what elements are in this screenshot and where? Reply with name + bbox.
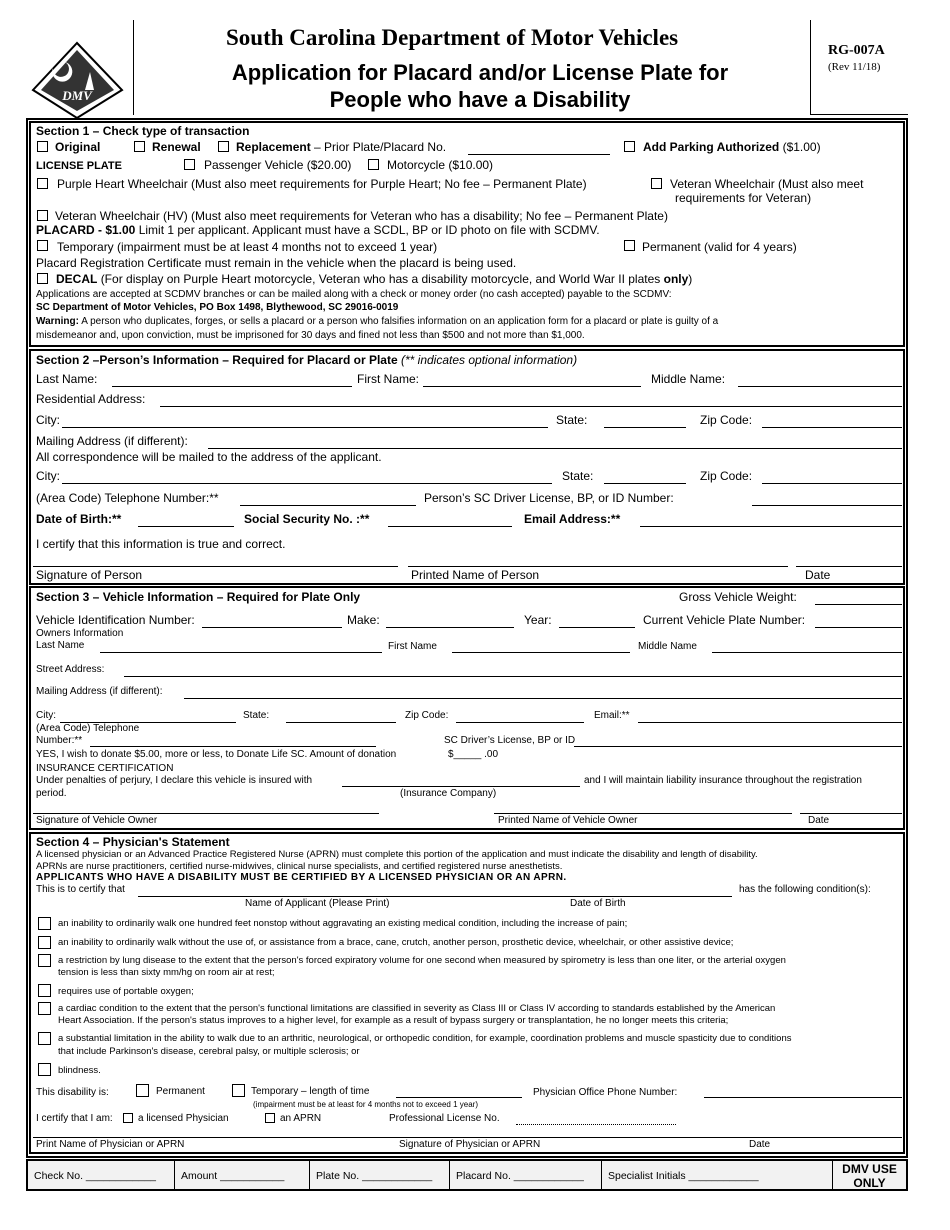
city2-label: City:	[36, 469, 60, 483]
street-address-field[interactable]	[124, 676, 902, 677]
zip2-field[interactable]	[762, 483, 902, 484]
state2-field[interactable]	[604, 483, 686, 484]
section-4-heading: Section 4 – Physician's Statement	[36, 835, 230, 849]
motorcycle-label: Motorcycle ($10.00)	[387, 158, 494, 172]
applicant-name-label: Name of Applicant (Please Print)	[245, 898, 390, 909]
condition-7-checkbox[interactable]	[38, 1063, 51, 1076]
passenger-vehicle-label: Passenger Vehicle ($20.00)	[204, 158, 352, 172]
physician-signature-label: Signature of Physician or APRN	[399, 1139, 541, 1150]
owner-printed-name-label: Printed Name of Vehicle Owner	[498, 815, 638, 826]
prof-license-field[interactable]	[516, 1124, 676, 1125]
insurance-heading: INSURANCE CERTIFICATION	[36, 763, 174, 774]
owner-date-label: Date	[808, 815, 830, 826]
svg-text:DMV: DMV	[62, 88, 92, 103]
owner-license-field[interactable]	[574, 746, 902, 747]
veteran-wheelchair-label-1: Veteran Wheelchair (Must also meet	[670, 177, 864, 191]
person-date-label: Date	[805, 568, 831, 582]
owner-email-label: Email:**	[594, 710, 630, 721]
has-condition-label: has the following condition(s):	[739, 884, 871, 895]
prior-plate-field[interactable]	[468, 154, 610, 155]
owner-state-field[interactable]	[286, 722, 396, 723]
owner-email-field[interactable]	[638, 722, 902, 723]
physician-date-label: Date	[749, 1139, 771, 1150]
aprn-checkbox[interactable]	[265, 1113, 275, 1123]
state-field[interactable]	[604, 427, 686, 428]
applications-note: Applications are accepted at SCDMV branches or can be mailed along with a check or money order (no cash accepted) payable to the SCDMV:	[36, 289, 672, 300]
agency-name: South Carolina Department of Motor Vehicles	[226, 25, 679, 50]
office-phone-field[interactable]	[704, 1097, 902, 1098]
current-plate-label: Current Vehicle Plate Number:	[643, 613, 806, 627]
permanent-disability-checkbox[interactable]	[136, 1084, 149, 1097]
section-3-heading: Section 3 – Vehicle Information – Required for Plate Only	[36, 590, 361, 604]
condition-3-label-1: a restriction by lung disease to the extent that the person's forced expiratory volume for one second when measured by spirometry is less than one liter, or the arterial oxygen	[58, 955, 786, 966]
email-field[interactable]	[640, 526, 902, 527]
dmv-use-only-label: DMV USE ONLY	[842, 1162, 897, 1190]
add-parking-label: Add Parking Authorized ($1.00)	[643, 140, 821, 154]
ssn-field[interactable]	[388, 526, 512, 527]
warning-line-2: misdemeanor and, upon conviction, must be imprisoned for 30 days and fined not less than $500 and not more than $1,000.	[36, 330, 585, 341]
owner-city-label: City:	[36, 710, 56, 721]
temporary-disability-label: Temporary – length of time	[251, 1086, 370, 1097]
physician-signature-line[interactable]	[33, 1137, 902, 1138]
make-field[interactable]	[386, 627, 514, 628]
zip-field[interactable]	[762, 427, 902, 428]
donate-label: YES, I wish to donate $5.00, more or less, to Donate Life SC. Amount of donation	[36, 749, 397, 760]
form-title-line1: Application for Placard and/or License Plate for	[231, 60, 729, 85]
owner-last-name-field[interactable]	[100, 652, 382, 653]
condition-5-label-2: Heart Association. If the person's status improves to a higher level, for example as a result of bypass surgery or transplantation, he no longer meets this criteria;	[58, 1015, 729, 1026]
last-name-field[interactable]	[112, 386, 352, 387]
length-of-time-field[interactable]	[396, 1097, 522, 1098]
owner-signature-field[interactable]	[33, 813, 379, 814]
condition-6-label-2: that include Parkinson's disease, cerebral palsy, or multiple sclerosis; or	[58, 1046, 360, 1057]
section-2-heading: Section 2 –Person’s Information – Required for Placard or Plate (** indicates optional information)	[36, 353, 578, 367]
owner-mailing-field[interactable]	[184, 698, 902, 699]
insurance-line-1: Under penalties of perjury, I declare this vehicle is insured with	[36, 775, 313, 786]
veteran-hv-checkbox[interactable]	[37, 210, 48, 221]
scdmv-logo-icon	[30, 40, 125, 120]
residential-address-field[interactable]	[160, 406, 902, 407]
owner-zip-field[interactable]	[456, 722, 584, 723]
licensed-physician-checkbox[interactable]	[123, 1113, 133, 1123]
vin-field[interactable]	[202, 627, 342, 628]
insurance-company-field[interactable]	[342, 786, 580, 787]
original-label: Original	[55, 140, 101, 154]
certify-statement: I certify that this information is true and correct.	[36, 537, 286, 551]
disability-is-label: This disability is:	[36, 1087, 109, 1098]
street-address-label: Street Address:	[36, 664, 105, 675]
year-label: Year:	[524, 613, 552, 627]
state-label: State:	[556, 413, 588, 427]
section-1-heading: Section 1 – Check type of transaction	[36, 124, 250, 138]
condition-4-checkbox[interactable]	[38, 984, 51, 997]
insurance-line-2: and I will maintain liability insurance throughout the registration	[584, 775, 862, 786]
license-plate-label: LICENSE PLATE	[36, 160, 122, 172]
middle-name-field[interactable]	[738, 386, 902, 387]
phone-label: (Area Code) Telephone Number:**	[36, 491, 219, 505]
owner-last-name-label: Last Name	[36, 640, 85, 651]
prof-license-label: Professional License No.	[389, 1113, 500, 1124]
physician-intro-3: APPLICANTS WHO HAVE A DISABILITY MUST BE CERTIFIED BY A LICENSED PHYSICIAN OR AN APRN.	[36, 872, 567, 883]
residential-address-label: Residential Address:	[36, 392, 146, 406]
gvw-field[interactable]	[815, 604, 902, 605]
condition-3-label-2: tension is less than sixty mm/hg on room air at rest;	[58, 967, 275, 978]
condition-6-checkbox[interactable]	[38, 1032, 51, 1045]
placard-no-cell[interactable]: Placard No. ____________	[450, 1161, 602, 1191]
replacement-checkbox[interactable]	[218, 141, 229, 152]
permanent-disability-label: Permanent	[156, 1086, 205, 1097]
motorcycle-checkbox[interactable]	[368, 159, 379, 170]
ssn-label: Social Security No. :**	[244, 512, 370, 526]
add-parking-checkbox[interactable]	[624, 141, 635, 152]
form-id: RG-007A	[828, 43, 885, 58]
mailing-address: SC Department of Motor Vehicles, PO Box 1498, Blythewood, SC 29016-0019	[36, 302, 399, 313]
permanent-label: Permanent (valid for 4 years)	[642, 240, 797, 254]
condition-5-checkbox[interactable]	[38, 1002, 51, 1015]
owner-phone-label-1: (Area Code) Telephone	[36, 723, 140, 734]
condition-7-label: blindness.	[58, 1065, 101, 1076]
condition-5-label-1: a cardiac condition to the extent that the person's functional limitations are classified in severity as Class III or Class IV according to standards established by the American	[58, 1003, 776, 1014]
purple-heart-label: Purple Heart Wheelchair (Must also meet requirements for Purple Heart; No fee – Permanent Plate)	[57, 177, 587, 191]
owner-phone-label-2: Number:**	[36, 735, 83, 746]
passenger-vehicle-checkbox[interactable]	[184, 159, 195, 170]
applicant-dob-label: Date of Birth	[570, 898, 626, 909]
temporary-label: Temporary (impairment must be at least 4 months not to exceed 1 year)	[57, 240, 438, 254]
owner-first-name-field[interactable]	[452, 652, 630, 653]
physician-print-name-label: Print Name of Physician or APRN	[36, 1139, 185, 1150]
amount-cell[interactable]: Amount ___________	[175, 1161, 310, 1191]
donate-amount[interactable]: $_____ .00	[448, 749, 499, 760]
check-no-cell[interactable]: Check No. ____________	[28, 1161, 175, 1191]
current-plate-field[interactable]	[815, 627, 902, 628]
insurance-company-label: (Insurance Company)	[400, 788, 497, 799]
condition-4-label: requires use of portable oxygen;	[58, 986, 194, 997]
veteran-wheelchair-label-2: requirements for Veteran)	[675, 191, 812, 205]
correspondence-note: All correspondence will be mailed to the address of the applicant.	[36, 450, 382, 464]
plate-no-cell[interactable]: Plate No. ____________	[310, 1161, 450, 1191]
condition-2-checkbox[interactable]	[38, 936, 51, 949]
warning-line-1: Warning: A person who duplicates, forges, or sells a placard or a person who falsifies information on an application form for a placard or plate is guilty of a	[36, 316, 719, 327]
state2-label: State:	[562, 469, 594, 483]
owner-signature-label: Signature of Vehicle Owner	[36, 815, 158, 826]
form-revision: (Rev 11/18)	[828, 61, 881, 73]
person-printed-name-field[interactable]	[408, 566, 788, 567]
owner-middle-name-field[interactable]	[712, 652, 902, 653]
placard-line: PLACARD - $1.00 Limit 1 per applicant. Applicant must have a SCDL, BP or ID photo on file with SCDMV.	[36, 223, 600, 237]
owner-mailing-label: Mailing Address (if different):	[36, 686, 163, 697]
renewal-label: Renewal	[152, 140, 201, 154]
aprn-label: an APRN	[280, 1113, 322, 1124]
permanent-checkbox[interactable]	[624, 240, 635, 251]
first-name-label: First Name:	[357, 372, 420, 386]
middle-name-label: Middle Name:	[651, 372, 726, 386]
owner-middle-name-label: Middle Name	[638, 641, 697, 652]
veteran-hv-label: Veteran Wheelchair (HV) (Must also meet requirements for Veteran who has a disability; No fee – Permanent Plate)	[55, 209, 668, 223]
period-label: period.	[36, 788, 67, 799]
owner-printed-name-field[interactable]	[494, 813, 792, 814]
renewal-checkbox[interactable]	[134, 141, 145, 152]
email-label: Email Address:**	[524, 512, 621, 526]
person-signature-label: Signature of Person	[36, 568, 143, 582]
phone-field[interactable]	[240, 505, 416, 506]
decal-checkbox[interactable]	[37, 273, 48, 284]
owners-info-label: Owners Information	[36, 628, 124, 639]
mailing-address-label: Mailing Address (if different):	[36, 434, 188, 448]
original-checkbox[interactable]	[37, 141, 48, 152]
license-number-label: Person’s SC Driver License, BP, or ID Number:	[424, 491, 674, 505]
office-phone-label: Physician Office Phone Number:	[533, 1087, 678, 1098]
city-field[interactable]	[62, 427, 548, 428]
owner-zip-label: Zip Code:	[405, 710, 449, 721]
temporary-note: (impairment must be at least for 4 months not to exceed 1 year)	[253, 1100, 478, 1109]
certify-am-label: I certify that I am:	[36, 1113, 113, 1124]
city-label: City:	[36, 413, 60, 427]
make-label: Make:	[347, 613, 380, 627]
mailing-address-field[interactable]	[208, 448, 902, 449]
dob-field[interactable]	[138, 526, 234, 527]
temporary-checkbox[interactable]	[37, 240, 48, 251]
person-printed-name-label: Printed Name of Person	[411, 568, 540, 582]
physician-intro-2: APRNs are nurse practitioners, certified nurse-midwives, clinical nurse specialists, and certified registered nurse anesthetists.	[36, 861, 563, 872]
veteran-wheelchair-checkbox[interactable]	[651, 178, 662, 189]
license-number-field[interactable]	[752, 505, 902, 506]
year-field[interactable]	[559, 627, 635, 628]
zip2-label: Zip Code:	[700, 469, 753, 483]
decal-label: DECAL (For display on Purple Heart motorcycle, Veteran who has a disability motorcycle, and World War II plates only)	[56, 272, 693, 286]
dob-label: Date of Birth:**	[36, 512, 122, 526]
zip-label: Zip Code:	[700, 413, 753, 427]
replacement-label: Replacement – Prior Plate/Placard No.	[236, 140, 447, 154]
person-signature-field[interactable]	[33, 566, 398, 567]
owner-phone-field[interactable]	[90, 746, 376, 747]
first-name-field[interactable]	[423, 386, 641, 387]
vin-label: Vehicle Identification Number:	[36, 613, 195, 627]
owner-license-label: SC Driver’s License, BP or ID	[444, 735, 576, 746]
form-title-line2: People who have a Disability	[329, 87, 631, 112]
condition-3-checkbox[interactable]	[38, 954, 51, 967]
temporary-disability-checkbox[interactable]	[232, 1084, 245, 1097]
condition-6-label-1: a substantial limitation in the ability to walk due to an arthritic, neurological, or orthopedic condition, for example, coordination problems and muscle spasticity due to conditions	[58, 1033, 792, 1044]
owner-date-field[interactable]	[800, 813, 902, 814]
specialist-initials-cell[interactable]: Specialist Initials ____________	[602, 1161, 833, 1191]
purple-heart-checkbox[interactable]	[37, 178, 48, 189]
city2-field[interactable]	[62, 483, 552, 484]
last-name-label: Last Name:	[36, 372, 98, 386]
licensed-physician-label: a licensed Physician	[138, 1113, 229, 1124]
person-date-field[interactable]	[796, 566, 902, 567]
certify-that-label: This is to certify that	[36, 884, 125, 895]
gvw-label: Gross Vehicle Weight:	[679, 590, 797, 604]
condition-1-label: an inability to ordinarily walk one hundred feet nonstop without aggravating an existing medical condition, including the increase of pain;	[58, 918, 628, 929]
registration-note: Placard Registration Certificate must remain in the vehicle when the placard is being used.	[36, 256, 517, 270]
owner-first-name-label: First Name	[388, 641, 437, 652]
owner-state-label: State:	[243, 710, 270, 721]
condition-1-checkbox[interactable]	[38, 917, 51, 930]
dmv-use-bar	[26, 1159, 908, 1191]
condition-2-label: an inability to ordinarily walk without the use of, or assistance from a brace, cane, crutch, another person, prosthetic device, wheelchair, or other assistive device;	[58, 937, 734, 948]
physician-intro-1: A licensed physician or an Advanced Practice Registered Nurse (APRN) must complete this portion of the application and must indicate the disability and length of disability.	[36, 849, 758, 860]
applicant-name-dob-field[interactable]	[138, 896, 732, 897]
